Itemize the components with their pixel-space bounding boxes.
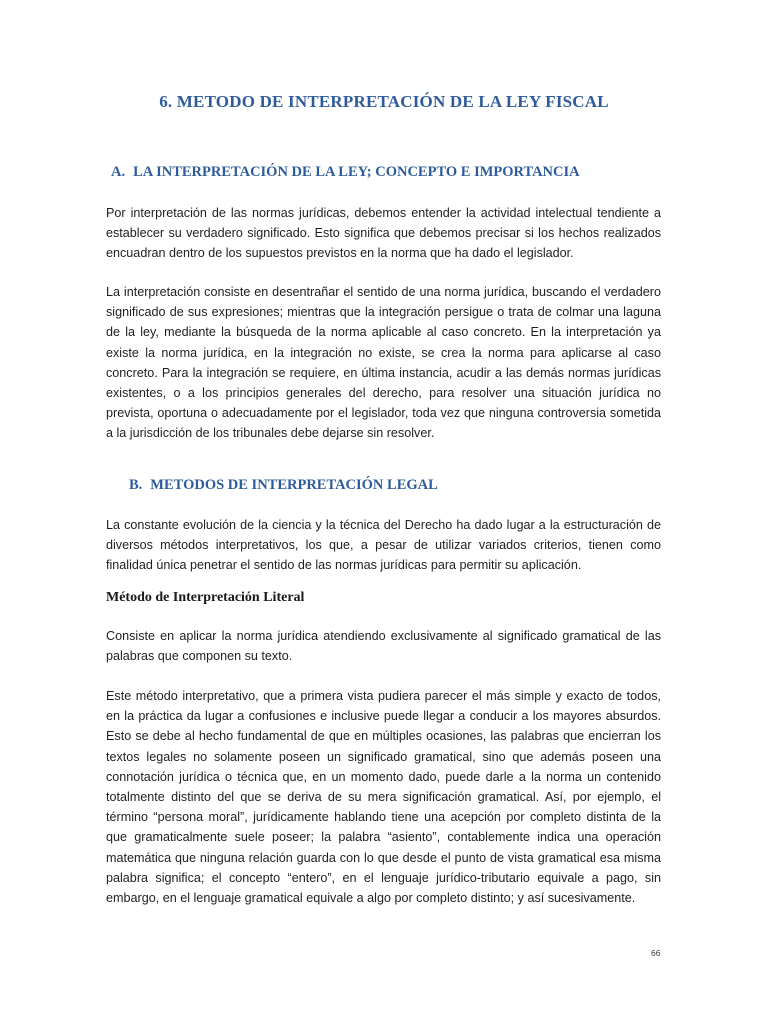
chapter-title: 6. METODO DE INTERPRETACIÓN DE LA LEY FISCAL [159,92,609,111]
page-number: 66 [651,948,661,958]
paragraph-methods-intro: La constante evolución de la ciencia y la técnica del Derecho ha dado lugar a la estructuración de diversos métodos interpretativos, los que, a pesar de utilizar variados criterios, tienen como finalidad única penetrar el sentido de las normas jurídicas para permitir su aplicación. [106,518,661,573]
section-a-number: A. [111,164,126,180]
paragraph-literal-definition: Consiste en aplicar la norma jurídica atendiendo exclusivamente al significado gramatical de las palabras que componen su texto. [106,629,661,664]
paragraph-literal-discussion: Este método interpretativo, que a primera vista pudiera parecer el más simple y exacto de todos, en la práctica da lugar a confusiones e inclusive puede llegar a conducir a los mayores absurdos. Esto se debe al hecho fundamental de que en múltiples ocasiones, las palabras que encierran los textos legales no solamente poseen un significado gramatical, sino que además poseen una connotación jurídica o técnica que, en un momento dado, puede darle a la norma un contenido totalmente distinto del que se deriva de su mera significación gramatical. Así, por ejemplo, el término “persona moral”, jurídicamente hablando tiene una acepción por completo distinta de la que gramaticalmente suele poseer; la palabra “asiento”, contablemente indica una operación matemática que ninguna relación guarda con lo que desde el punto de vista gramatical esa misma palabra significa; el concepto “entero”, en el lenguaje jurídico-tributario equivale a pago, sin embargo, en el lenguaje gramatical equivale a algo por completo distinto; y así sucesivamente. [106,689,661,906]
section-b-number: B. [129,477,143,493]
subheading-literal-method: Método de Interpretación Literal [106,590,305,605]
paragraph-interpretation-vs-integration: La interpretación consiste en desentrañar el sentido de una norma jurídica, buscando el verdadero significado de sus expresiones; mientras que la integración persigue o trata de colmar una laguna de la ley, mediante la búsqueda de la norma aplicable al caso concreto. En la interpretación ya existe la norma jurídica, en la integración no existe, se crea la norma para aplicarse al caso concreto. Para la integración se requiere, en última instancia, acudir a las demás normas jurídicas existentes, o a los principios generales del derecho, para resolver una situación jurídica no prevista, oportuna o adecuadamente por el legislador, toda vez que ninguna controversia sometida a la jurisdicción de los tribunales debe dejarse sin resolver. [106,285,661,441]
paragraph-interpretation-definition: Por interpretación de las normas jurídicas, debemos entender la actividad intelectual tendiente a establecer su verdadero significado. Esto significa que debemos precisar si los hechos realizados encuadran dentro de los supuestos previstos en la norma que ha dado el legislador. [106,206,661,261]
section-b-heading [129,477,438,494]
section-b-title: METODOS DE INTERPRETACIÓN LEGAL [150,477,438,493]
section-a-heading [111,164,580,181]
section-a-title: LA INTERPRETACIÓN DE LA LEY; CONCEPTO E IMPORTANCIA [133,164,580,180]
